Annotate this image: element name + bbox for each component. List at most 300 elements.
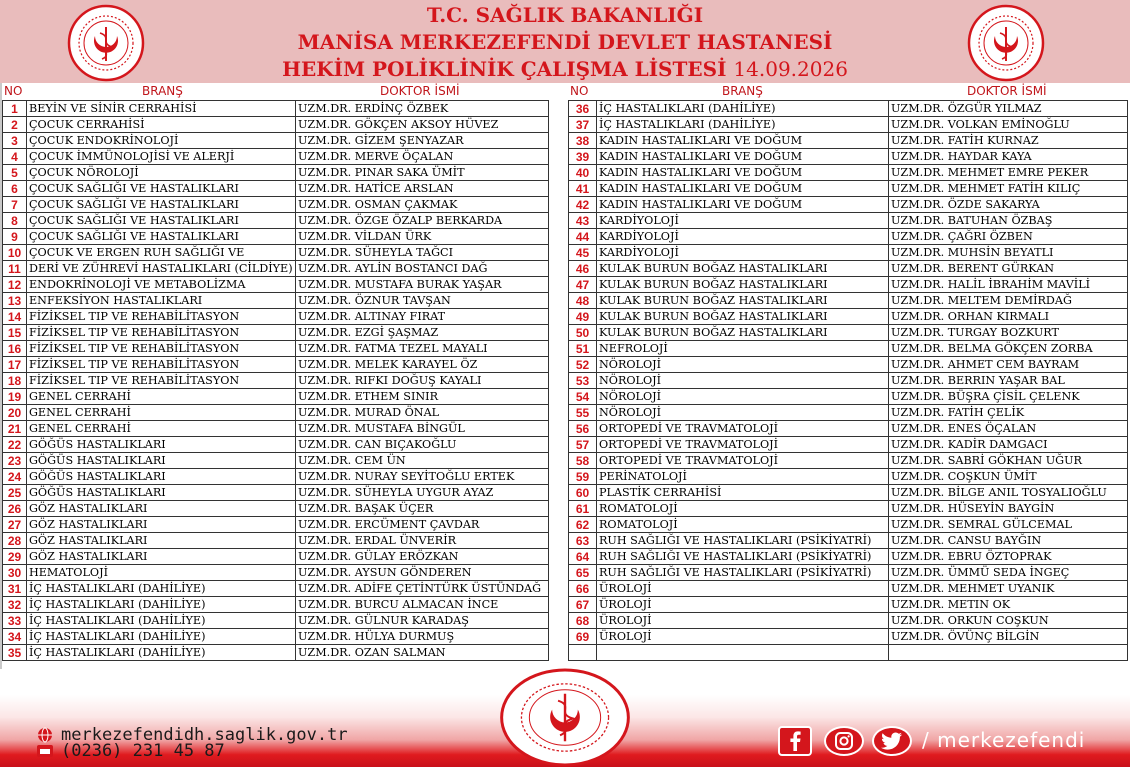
branch-cell: ÇOCUK VE ERGEN RUH SAĞLIĞI VE [27,245,296,261]
row-number [569,645,597,661]
row-number: 40 [569,165,597,181]
doctor-cell: UZM.DR. HALİL İBRAHİM MAVİLİ [889,277,1128,293]
doctor-cell: UZM.DR. GÖKÇEN AKSOY HÜVEZ [296,117,549,133]
table-row [569,245,1128,261]
doctor-cell: UZM.DR. ORHAN KIRMALI [889,309,1128,325]
table-row [3,581,549,597]
doctor-cell: UZM.DR. FATMA TEZEL MAYALI [296,341,549,357]
table-row [569,565,1128,581]
table-row [569,389,1128,405]
table-row [3,405,549,421]
doctor-cell: UZM.DR. SÜHEYLA TAĞCI [296,245,549,261]
table-row [3,277,549,293]
table-row [3,469,549,485]
row-number: 44 [569,229,597,245]
row-number: 24 [3,469,27,485]
doctor-cell: UZM.DR. ERDAL ÜNVERİR [296,533,549,549]
table-row [569,165,1128,181]
row-number: 8 [3,213,27,229]
row-number: 56 [569,421,597,437]
table-row [3,117,549,133]
row-number: 5 [3,165,27,181]
table-row [569,293,1128,309]
table-row [3,645,549,661]
table-row [569,517,1128,533]
doctor-cell: UZM.DR. MURAD ÖNAL [296,405,549,421]
branch-cell: ENFEKSİYON HASTALIKLARI [27,293,296,309]
table-row [569,133,1128,149]
row-number: 41 [569,181,597,197]
doctor-cell: UZM.DR. BAŞAK ÜÇER [296,501,549,517]
branch-cell: KULAK BURUN BOĞAZ HASTALIKLARI [597,277,889,293]
doctor-cell: UZM.DR. BİLGE ANIL TOSYALIOĞLU [889,485,1128,501]
table-row [3,533,549,549]
branch-cell: GÖZ HASTALIKLARI [27,517,296,533]
row-number: 54 [569,389,597,405]
table-row [569,581,1128,597]
branch-cell: ÜROLOJİ [597,613,889,629]
row-number: 11 [3,261,27,277]
row-number: 67 [569,597,597,613]
phone-icon [35,743,55,759]
branch-cell: KULAK BURUN BOĞAZ HASTALIKLARI [597,261,889,277]
doctor-cell: UZM.DR. VOLKAN EMİNOĞLU [889,117,1128,133]
row-number: 64 [569,549,597,565]
branch-cell: FİZİKSEL TIP VE REHABİLİTASYON [27,357,296,373]
doctor-cell: UZM.DR. ÇAĞRI ÖZBEN [889,229,1128,245]
table-row [569,229,1128,245]
branch-cell: FİZİKSEL TIP VE REHABİLİTASYON [27,341,296,357]
table-row [569,501,1128,517]
doctor-cell: UZM.DR. MERVE ÖÇALAN [296,149,549,165]
row-number: 29 [3,549,27,565]
instagram-icon [834,731,854,751]
doctor-cell: UZM.DR. ADİFE ÇETİNTÜRK ÜSTÜNDAĞ [296,581,549,597]
table-row [569,437,1128,453]
table-row [3,437,549,453]
table-row [3,549,549,565]
branch-cell: KULAK BURUN BOĞAZ HASTALIKLARI [597,293,889,309]
row-number: 9 [3,229,27,245]
doctor-cell: UZM.DR. BATUHAN ÖZBAŞ [889,213,1128,229]
table-row [569,469,1128,485]
branch-cell: NÖROLOJİ [597,405,889,421]
branch-cell: FİZİKSEL TIP VE REHABİLİTASYON [27,309,296,325]
branch-cell: ENDOKRİNOLOJİ VE METABOLİZMA [27,277,296,293]
doctor-cell: UZM.DR. PINAR SAKA ÜMİT [296,165,549,181]
doctor-cell: UZM.DR. MUSTAFA BURAK YAŞAR [296,277,549,293]
branch-cell: BEYİN VE SİNİR CERRAHİSİ [27,101,296,117]
table-row [569,421,1128,437]
branch-cell: ÇOCUK SAĞLIĞI VE HASTALIKLARI [27,213,296,229]
row-number: 37 [569,117,597,133]
doctor-cell: UZM.DR. SÜHEYLA UYGUR AYAZ [296,485,549,501]
row-number: 49 [569,309,597,325]
row-number: 16 [3,341,27,357]
branch-cell: ÜROLOJİ [597,597,889,613]
doctor-cell: UZM.DR. OSMAN ÇAKMAK [296,197,549,213]
row-number: 58 [569,453,597,469]
row-number: 10 [3,245,27,261]
doctor-cell: UZM.DR. COŞKUN ÜMİT [889,469,1128,485]
column-header-branch: BRANŞ [722,84,763,98]
row-number: 46 [569,261,597,277]
doctor-cell: UZM.DR. FATİH ÇELİK [889,405,1128,421]
row-number: 53 [569,373,597,389]
branch-cell: RUH SAĞLIĞI VE HASTALIKLARI (PSİKİYATRİ) [597,533,889,549]
column-header-branch: BRANŞ [142,84,183,98]
doctor-cell: UZM.DR. ÖVÜNÇ BİLGİN [889,629,1128,645]
table-row [569,549,1128,565]
row-number: 4 [3,149,27,165]
branch-cell: İÇ HASTALIKLARI (DAHİLİYE) [27,645,296,661]
branch-cell: İÇ HASTALIKLARI (DAHİLİYE) [27,597,296,613]
branch-cell: ROMATOLOJİ [597,517,889,533]
doctor-cell: UZM.DR. EZGİ ŞAŞMAZ [296,325,549,341]
table-row [3,133,549,149]
row-number: 13 [3,293,27,309]
row-number: 21 [3,421,27,437]
branch-cell: ORTOPEDİ VE TRAVMATOLOJİ [597,421,889,437]
table-row [569,325,1128,341]
row-number: 27 [3,517,27,533]
branch-cell: ÇOCUK CERRAHİSİ [27,117,296,133]
branch-cell: NÖROLOJİ [597,389,889,405]
doctor-cell: UZM.DR. GÜLNUR KARADAŞ [296,613,549,629]
column-header-no: NO [570,84,589,98]
table-row [569,261,1128,277]
row-number: 59 [569,469,597,485]
column-header-doctor: DOKTOR İSMİ [967,84,1047,98]
table-row [3,613,549,629]
branch-cell: RUH SAĞLIĞI VE HASTALIKLARI (PSİKİYATRİ) [597,549,889,565]
table-row [569,453,1128,469]
table-row [3,453,549,469]
branch-cell: KADIN HASTALIKLARI VE DOĞUM [597,165,889,181]
row-number: 22 [3,437,27,453]
branch-cell: KARDİYOLOJİ [597,213,889,229]
table-row [3,229,549,245]
branch-cell: ROMATOLOJİ [597,501,889,517]
branch-cell: NÖROLOJİ [597,357,889,373]
row-number: 34 [3,629,27,645]
branch-cell: GENEL CERRAHİ [27,421,296,437]
table-row [569,373,1128,389]
doctor-cell: UZM.DR. BERRIN YAŞAR BAL [889,373,1128,389]
table-row [569,149,1128,165]
doctor-cell: UZM.DR. ÖZNUR TAVŞAN [296,293,549,309]
ministry-title: T.C. SAĞLIK BAKANLIĞI [426,3,704,27]
row-number: 47 [569,277,597,293]
row-number: 25 [3,485,27,501]
phone-text: (0236) 231 45 87 [61,741,225,761]
ministry-seal-icon [498,668,632,767]
branch-cell: GÖĞÜS HASTALIKLARI [27,453,296,469]
doctor-cell: UZM.DR. KADİR DAMGACI [889,437,1128,453]
doctor-cell: UZM.DR. ÜMMÜ SEDA İNGEÇ [889,565,1128,581]
row-number: 39 [569,149,597,165]
doctor-cell: UZM.DR. SEMRAL GÜLCEMAL [889,517,1128,533]
roster-table-right [568,100,1128,661]
branch-cell: RUH SAĞLIĞI VE HASTALIKLARI (PSİKİYATRİ) [597,565,889,581]
doctor-cell: UZM.DR. ALTINAY FIRAT [296,309,549,325]
branch-cell: ÇOCUK SAĞLIĞI VE HASTALIKLARI [27,181,296,197]
branch-cell: ORTOPEDİ VE TRAVMATOLOJİ [597,437,889,453]
row-number: 33 [3,613,27,629]
row-number: 62 [569,517,597,533]
table-row [569,485,1128,501]
doctor-cell: UZM.DR. MUHSİN BEYATLI [889,245,1128,261]
doctor-cell: UZM.DR. MEHMET FATİH KILIÇ [889,181,1128,197]
row-number: 42 [569,197,597,213]
facebook-link[interactable] [778,726,812,756]
branch-cell: GÖZ HASTALIKLARI [27,533,296,549]
branch-cell: KADIN HASTALIKLARI VE DOĞUM [597,149,889,165]
doctor-cell: UZM.DR. MELEK KARAYEL ÖZ [296,357,549,373]
row-number: 32 [3,597,27,613]
doctor-cell: UZM.DR. ERCÜMENT ÇAVDAR [296,517,549,533]
list-title [0,57,1130,81]
row-number: 26 [3,501,27,517]
row-number: 52 [569,357,597,373]
table-row [3,389,549,405]
doctor-cell: UZM.DR. BERENT GÜRKAN [889,261,1128,277]
doctor-cell: UZM.DR. HAYDAR KAYA [889,149,1128,165]
doctor-cell: UZM.DR. BÜŞRA ÇİSİL ÇELENK [889,389,1128,405]
branch-cell: PLASTİK CERRAHİSİ [597,485,889,501]
table-row [569,357,1128,373]
row-number: 30 [3,565,27,581]
row-number: 36 [569,101,597,117]
row-number: 7 [3,197,27,213]
table-row [569,213,1128,229]
doctor-cell: UZM.DR. METIN OK [889,597,1128,613]
row-number: 68 [569,613,597,629]
table-row [569,101,1128,117]
phone-row [35,741,225,761]
row-number: 12 [3,277,27,293]
row-number: 45 [569,245,597,261]
roster-table-left [2,100,549,661]
doctor-cell: UZM.DR. GÜLAY ERÖZKAN [296,549,549,565]
row-number: 65 [569,565,597,581]
twitter-link[interactable] [872,726,912,756]
column-header-no: NO [4,84,23,98]
table-row [3,325,549,341]
table-row [3,517,549,533]
row-number: 48 [569,293,597,309]
table-row [3,501,549,517]
doctor-cell: UZM.DR. AYLİN BOSTANCI DAĞ [296,261,549,277]
table-row [569,533,1128,549]
branch-cell: ÇOCUK SAĞLIĞI VE HASTALIKLARI [27,197,296,213]
table-row [569,309,1128,325]
branch-cell: ÇOCUK SAĞLIĞI VE HASTALIKLARI [27,229,296,245]
row-number: 2 [3,117,27,133]
table-row [569,197,1128,213]
branch-cell: NEFROLOJİ [597,341,889,357]
table-row [569,613,1128,629]
doctor-cell: UZM.DR. SABRİ GÖKHAN UĞUR [889,453,1128,469]
branch-cell: İÇ HASTALIKLARI (DAHİLİYE) [27,613,296,629]
row-number: 31 [3,581,27,597]
table-row [3,261,549,277]
doctor-cell: UZM.DR. HÜLYA DURMUŞ [296,629,549,645]
doctor-cell: UZM.DR. ÖZDE SAKARYA [889,197,1128,213]
row-number: 15 [3,325,27,341]
table-row [569,629,1128,645]
doctor-cell: UZM.DR. TURGAY BOZKURT [889,325,1128,341]
table-row [3,165,549,181]
doctor-cell: UZM.DR. BURCU ALMACAN İNCE [296,597,549,613]
table-row [569,645,1128,661]
branch-cell: ÇOCUK NÖROLOJİ [27,165,296,181]
row-number: 60 [569,485,597,501]
branch-cell: KARDİYOLOJİ [597,229,889,245]
branch-cell: KULAK BURUN BOĞAZ HASTALIKLARI [597,325,889,341]
branch-cell: İÇ HASTALIKLARI (DAHİLİYE) [597,101,889,117]
doctor-cell: UZM.DR. CANSU BAYĞIN [889,533,1128,549]
branch-cell [597,645,889,661]
doctor-cell: UZM.DR. EBRU ÖZTOPRAK [889,549,1128,565]
row-number: 1 [3,101,27,117]
table-row [3,293,549,309]
table-row [3,629,549,645]
row-number: 23 [3,453,27,469]
table-row [3,309,549,325]
doctor-cell: UZM.DR. ORKUN COŞKUN [889,613,1128,629]
row-number: 57 [569,437,597,453]
branch-cell: KADIN HASTALIKLARI VE DOĞUM [597,181,889,197]
branch-cell: GENEL CERRAHİ [27,389,296,405]
doctor-cell: UZM.DR. ENES ÖÇALAN [889,421,1128,437]
website-text[interactable]: merkezefendidh.saglik.gov.tr [61,725,348,745]
table-row [3,357,549,373]
table-row [569,341,1128,357]
doctor-cell: UZM.DR. OZAN SALMAN [296,645,549,661]
doctor-cell: UZM.DR. ETHEM SINIR [296,389,549,405]
doctor-cell: UZM.DR. NURAY SEYİTOĞLU ERTEK [296,469,549,485]
doctor-cell: UZM.DR. RIFKI DOĞUŞ KAYALI [296,373,549,389]
table-row [3,197,549,213]
table-row [3,421,549,437]
table-row [3,373,549,389]
table-row [3,149,549,165]
table-row [3,213,549,229]
twitter-icon [881,732,903,750]
branch-cell: HEMATOLOJİ [27,565,296,581]
list-title-text: HEKİM POLİKLİNİK ÇALIŞMA LİSTESİ [282,57,727,81]
table-row [3,181,549,197]
doctor-cell: UZM.DR. AHMET CEM BAYRAM [889,357,1128,373]
branch-cell: KADIN HASTALIKLARI VE DOĞUM [597,197,889,213]
branch-cell: DERİ VE ZÜHREVİ HASTALIKLARI (CİLDİYE) [27,261,296,277]
column-header-doctor: DOKTOR İSMİ [380,84,460,98]
row-number: 3 [3,133,27,149]
branch-cell: ORTOPEDİ VE TRAVMATOLOJİ [597,453,889,469]
row-number: 38 [569,133,597,149]
doctor-cell [889,645,1128,661]
row-number: 35 [3,645,27,661]
doctor-cell: UZM.DR. BELMA GÖKÇEN ZORBA [889,341,1128,357]
doctor-cell: UZM.DR. HÜSEYİN BAYGİN [889,501,1128,517]
facebook-icon [787,731,803,751]
table-row [569,277,1128,293]
branch-cell: İÇ HASTALIKLARI (DAHİLİYE) [27,629,296,645]
row-number: 28 [3,533,27,549]
list-date: 14.09.2026 [733,57,848,81]
row-number: 66 [569,581,597,597]
doctor-cell: UZM.DR. MELTEM DEMİRDAĞ [889,293,1128,309]
table-row [569,597,1128,613]
table-row [3,485,549,501]
row-number: 19 [3,389,27,405]
doctor-cell: UZM.DR. ERDİNÇ ÖZBEK [296,101,549,117]
branch-cell: GÖĞÜS HASTALIKLARI [27,437,296,453]
table-row [3,597,549,613]
branch-cell: FİZİKSEL TIP VE REHABİLİTASYON [27,373,296,389]
table-row [3,341,549,357]
doctor-cell: UZM.DR. HATİCE ARSLAN [296,181,549,197]
branch-cell: GÖĞÜS HASTALIKLARI [27,485,296,501]
row-number: 6 [3,181,27,197]
hospital-title: MANİSA MERKEZEFENDİ DEVLET HASTANESİ [297,30,833,54]
row-number: 69 [569,629,597,645]
branch-cell: İÇ HASTALIKLARI (DAHİLİYE) [597,117,889,133]
table-row [3,565,549,581]
branch-cell: GÖZ HASTALIKLARI [27,549,296,565]
row-number: 14 [3,309,27,325]
row-number: 50 [569,325,597,341]
branch-cell: FİZİKSEL TIP VE REHABİLİTASYON [27,325,296,341]
social-handle[interactable]: / merkezefendi [922,728,1086,752]
doctor-cell: UZM.DR. MUSTAFA BİNGÜL [296,421,549,437]
branch-cell: PERİNATOLOJİ [597,469,889,485]
doctor-cell: UZM.DR. CAN BIÇAKOĞLU [296,437,549,453]
branch-cell: KADIN HASTALIKLARI VE DOĞUM [597,133,889,149]
doctor-cell: UZM.DR. FATİH KURNAZ [889,133,1128,149]
doctor-cell: UZM.DR. MEHMET EMRE PEKER [889,165,1128,181]
branch-cell: KULAK BURUN BOĞAZ HASTALIKLARI [597,309,889,325]
table-row [3,245,549,261]
doctor-cell: UZM.DR. ÖZGÜR YILMAZ [889,101,1128,117]
row-number: 55 [569,405,597,421]
branch-cell: KARDİYOLOJİ [597,245,889,261]
doctor-cell: UZM.DR. AYSUN GÖNDEREN [296,565,549,581]
row-number: 61 [569,501,597,517]
instagram-link[interactable] [824,726,864,756]
table-row [569,405,1128,421]
branch-cell: ÇOCUK İMMÜNOLOJİSİ VE ALERJİ [27,149,296,165]
row-number: 18 [3,373,27,389]
row-number: 17 [3,357,27,373]
branch-cell: ÜROLOJİ [597,629,889,645]
table-row [569,181,1128,197]
table-row [569,117,1128,133]
row-number: 63 [569,533,597,549]
table-row [3,101,549,117]
branch-cell: NÖROLOJİ [597,373,889,389]
branch-cell: GÖZ HASTALIKLARI [27,501,296,517]
branch-cell: GÖĞÜS HASTALIKLARI [27,469,296,485]
row-number: 51 [569,341,597,357]
doctor-cell: UZM.DR. MEHMET UYANIK [889,581,1128,597]
doctor-cell: UZM.DR. VİLDAN ÜRK [296,229,549,245]
branch-cell: İÇ HASTALIKLARI (DAHİLİYE) [27,581,296,597]
branch-cell: ÜROLOJİ [597,581,889,597]
doctor-cell: UZM.DR. CEM ÜN [296,453,549,469]
row-number: 20 [3,405,27,421]
